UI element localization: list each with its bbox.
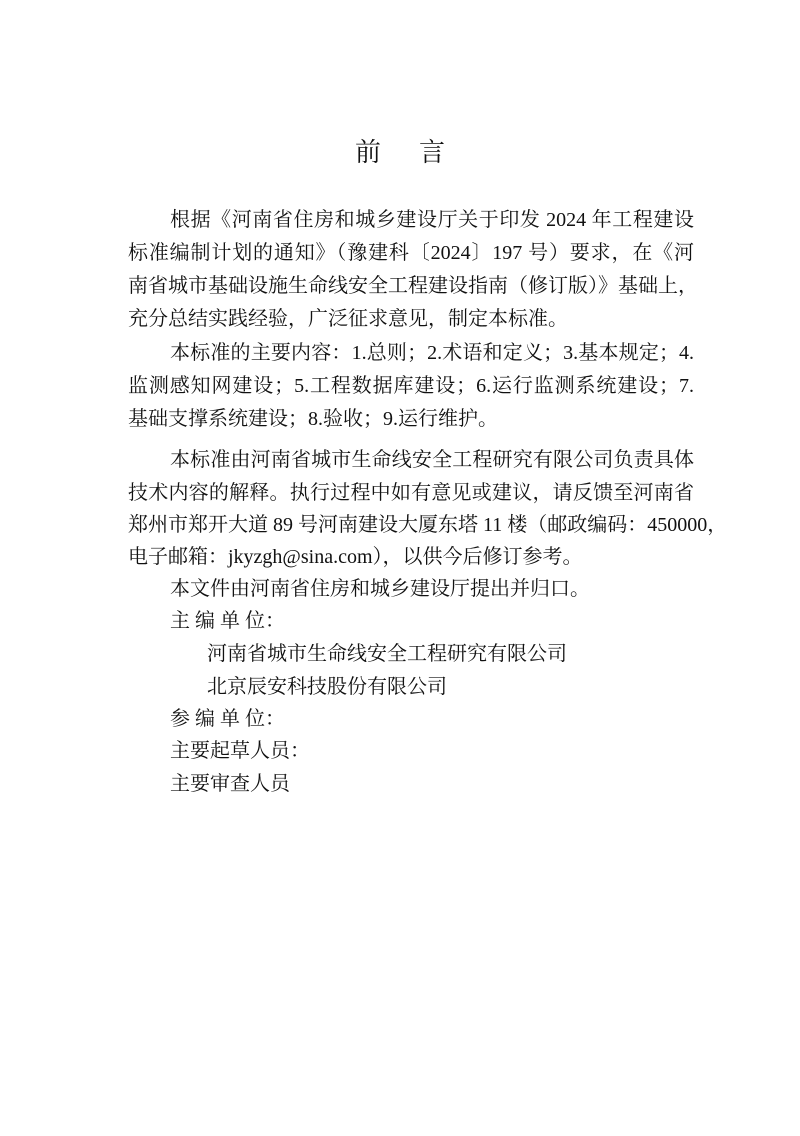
chief-unit: 河南省城市生命线安全工程研究有限公司 [207,643,567,665]
chief-units-label: 主 编 单 位： [170,610,285,632]
reviewers-label: 主要审查人员 [170,773,290,795]
para1-line: 根据《河南省住房和城乡建设厅关于印发 2024 年工程建设 [170,209,694,231]
para2-line: 基础支撑系统建设；8.验收；9.运行维护。 [128,408,498,430]
para3-line: 本标准由河南省城市生命线安全工程研究有限公司负责具体 [170,449,694,471]
para1-line: 充分总结实践经验，广泛征求意见，制定本标准。 [128,308,568,330]
para2-line: 监测感知网建设；5.工程数据库建设；6.运行监测系统建设；7. [128,375,694,397]
para3-line: 技术内容的解释。执行过程中如有意见或建议，请反馈至河南省 [128,482,694,504]
para3-line: 郑州市郑开大道 89 号河南建设大厦东塔 11 楼（邮政编码：450000， [128,514,728,536]
page-title: 前言 [354,138,483,167]
para2-line: 本标准的主要内容：1.总则；2.术语和定义；3.基本规定；4. [170,342,694,364]
para1-line: 南省城市基础设施生命线安全工程建设指南（修订版）》基础上， [128,275,698,297]
participating-units-label: 参 编 单 位： [170,708,285,730]
para1-line: 标准编制计划的通知》（豫建科〔2024〕197 号）要求，在《河 [128,242,694,264]
drafters-label: 主要起草人员： [170,740,310,762]
chief-unit: 北京辰安科技股份有限公司 [207,676,447,698]
para4: 本文件由河南省住房和城乡建设厅提出并归口。 [170,578,590,600]
para3-line: 电子邮箱：jkyzgh@sina.com），以供今后修订参考。 [128,546,583,568]
